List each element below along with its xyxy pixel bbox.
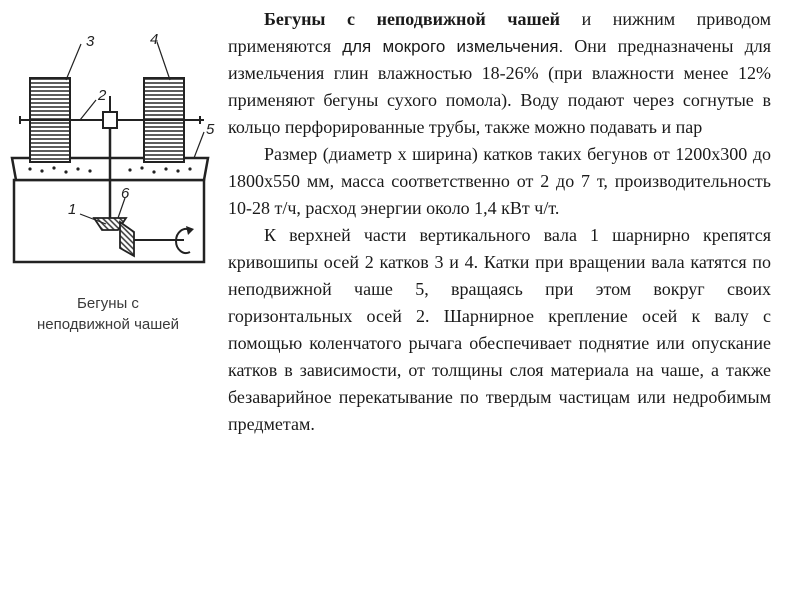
label-2: 2 [98,87,107,104]
label-4: 4 [150,31,159,48]
paragraph-1 [228,6,771,141]
bevel-gear-vertical [120,222,134,256]
body-text [228,6,771,438]
runners-diagram [8,26,222,276]
label-6: 6 [121,185,130,202]
label-1: 1 [68,201,77,218]
label-5: 5 [206,121,215,138]
figure-caption [8,293,208,335]
label-3: 3 [86,33,95,50]
paragraph-3: К верхней части вертикального вала 1 шарнирно крепятся кривошипы осей 2 катков 3 и 4. Катки при вращении вала катятся по неподвижной чаше 5, вращаясь при этом вокруг своих горизонтальных осей 2. Шарнирное крепление осей к валу с помощью коленчатого рычага обеспечивает поднятие или опускание катков в зависимости, от толщины слоя материала на чаше, а также безаварийное перекатывание по твердым частицам или недробимым предметам. [228,225,771,434]
caption-line-2: неподвижной чашей [37,316,179,333]
paragraph-1-part-2: Они предназначены для измельчения глин влажностью 18-26% (при влажности менее 12% применяют бегуны сухого помола). Воду подают через согнутые в кольцо перфорированные трубы, также можно подавать и пар [228,36,771,137]
term-heading: Бегуны с неподвижной чашей [264,9,561,29]
paragraph-1-part-1: и нижним приводом применяются [228,9,771,56]
runners-diagram-drawing [8,26,222,276]
hinge-block [103,112,117,128]
caption-line-1: Бегуны с [77,295,139,312]
paragraph-2: Размер (диаметр х ширина) катков таких бегунов от 1200х300 до 1800х550 мм, масса соответственно от 2 до 7 т, производительность 10-28 т/ч, расход энергии около 1,4 кВт ч/т. [228,144,771,218]
paragraph-1-highlight: для мокрого измельчения. [342,37,564,56]
